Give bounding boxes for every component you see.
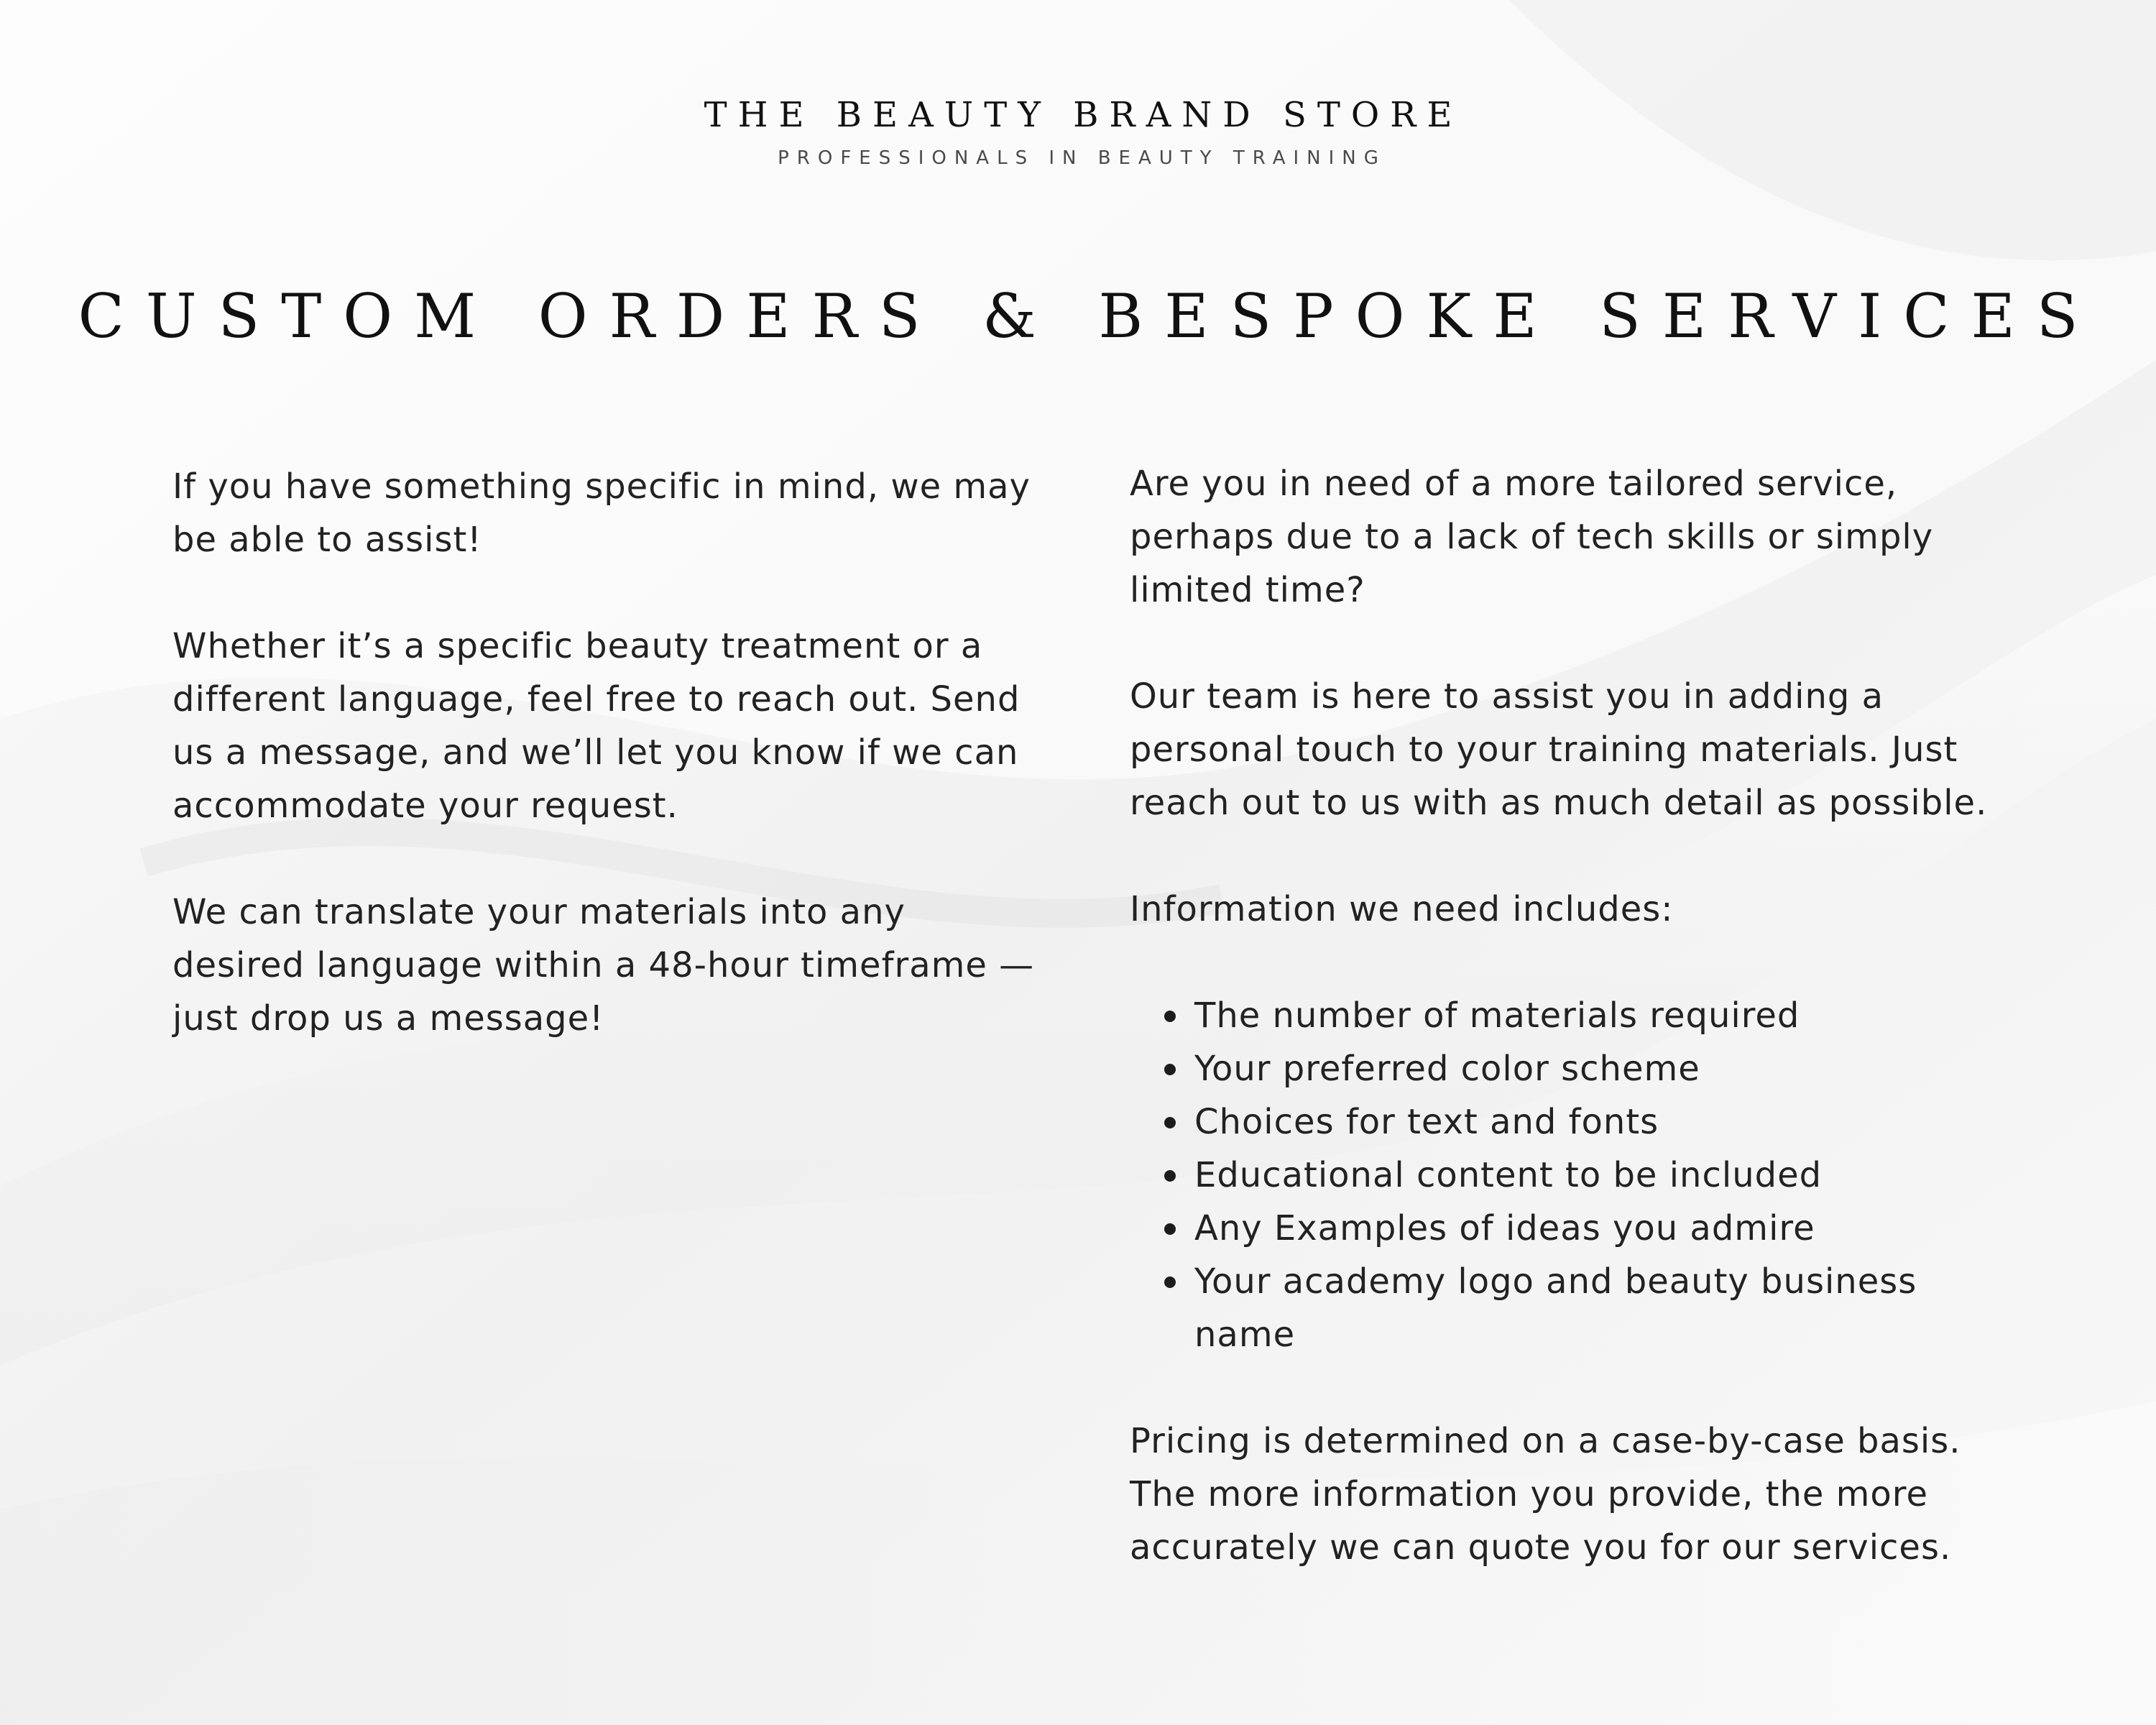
list-item [1130,1042,2021,1095]
bullet-icon [1164,1064,1176,1075]
paragraph-reach-out: Whether it’s a specific beauty treatment or a different language, feel free to reach out. Send us a message, and we’ll let you know if we can accommodate your request. [172,626,1021,826]
bullet-icon [1164,1170,1176,1182]
brand-header [0,86,2156,172]
left-column [172,460,1049,1098]
info-heading: Information we need includes: [1130,889,1674,929]
paragraph-translate: We can translate your materials into any desired language within a 48-hour timeframe —just drop us a message! [172,892,1035,1039]
paragraph-tailored-service: Are you in need of a more tailored service, perhaps due to a lack of tech skills or simply limited time? [1130,464,1934,610]
bullet-icon [1164,1276,1176,1288]
brand-tagline: PROFESSIONALS IN BEAUTY TRAINING [778,147,1386,169]
list-item-text: Any Examples of ideas you admire [1194,1208,1815,1248]
bullet-icon [1164,1117,1176,1128]
page-title: CUSTOM ORDERS & BESPOKE SERVICES [78,281,2100,351]
list-item-text: The number of materials required [1194,995,1800,1036]
brand-name: THE BEAUTY BRAND STORE [704,95,1463,135]
list-item-text: Choices for text and fonts [1194,1102,1659,1142]
bullet-icon [1164,1223,1176,1235]
paragraph-assist: If you have something specific in mind, we may be able to assist! [172,466,1031,560]
paragraph-team: Our team is here to assist you in adding a personal touch to your training materials. Just reach out to us with as much detail as possible. [1130,676,1988,823]
list-item [1130,989,2021,1042]
list-item-text: Your academy logo and beauty business name [1194,1261,1917,1355]
list-item [1130,1149,2021,1202]
list-item-text: Educational content to be included [1194,1155,1823,1195]
paragraph-pricing: Pricing is determined on a case-by-case basis. The more information you provide, the more accurately we can quote you for our services. [1130,1421,1961,1568]
info-list [1130,989,2021,1361]
bullet-icon [1164,1011,1176,1022]
right-column [1130,457,2021,1627]
list-item [1130,1202,2021,1255]
list-item-text: Your preferred color scheme [1194,1049,1700,1089]
list-item [1130,1095,2021,1149]
list-item [1130,1255,2021,1361]
